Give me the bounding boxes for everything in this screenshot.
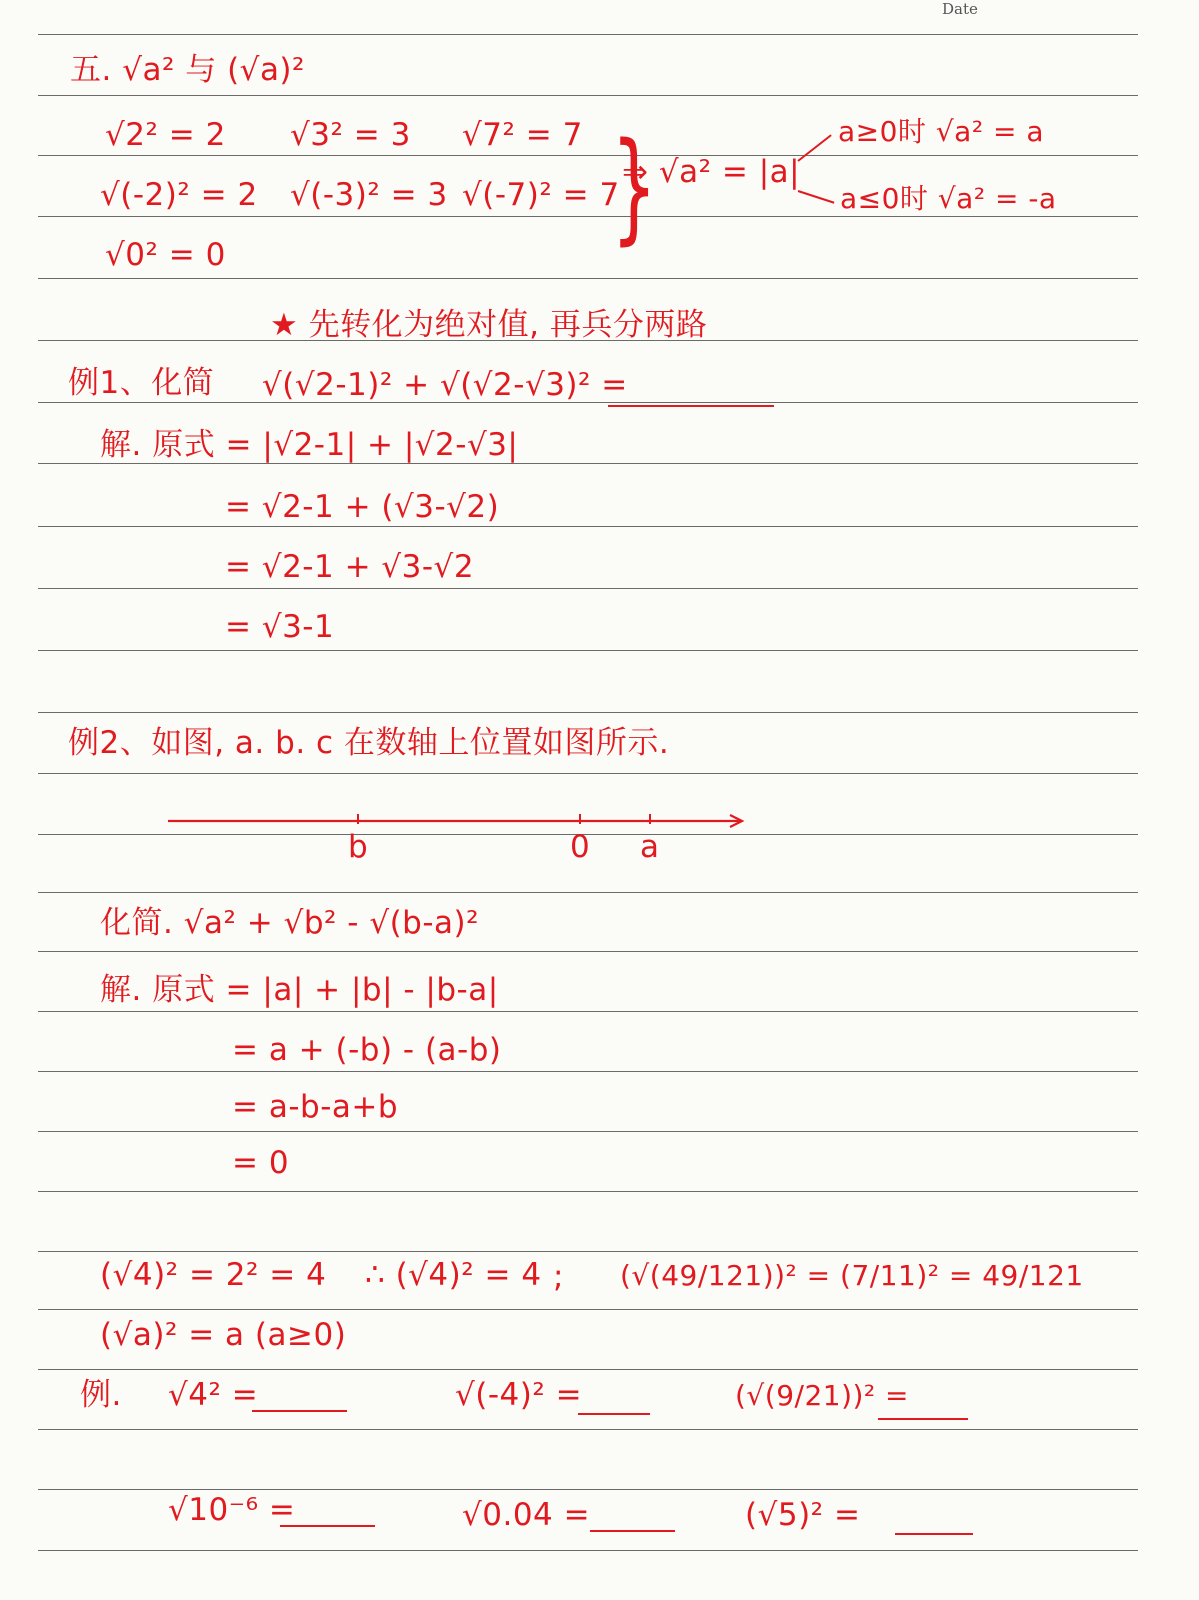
ruled-line: [38, 1251, 1138, 1252]
case-nonpositive: a≤0时 √a² = -a: [840, 182, 1057, 215]
example2-step-3: = a-b-a+b: [232, 1089, 399, 1125]
sq-example-label: 例.: [80, 1377, 122, 1413]
section5-heading: 五. √a² 与 (√a)²: [70, 52, 305, 88]
sq-line1-c: (√(49/121))² = (7/11)² = 49/121: [620, 1259, 1084, 1292]
exercise-4: √10⁻⁶ =: [168, 1492, 296, 1528]
example2-label: 例2、如图, a. b. c 在数轴上位置如图所示.: [68, 725, 670, 761]
example1-expr: √(√2-1)² + √(√2-√3)² =: [262, 367, 628, 403]
branch-down-line: [798, 190, 835, 204]
example1-label: 例1、化简: [68, 365, 215, 401]
example1-step-2: = √2-1 + (√3-√2): [225, 489, 500, 525]
ruled-line: [38, 155, 1138, 156]
ruled-line: [38, 526, 1138, 527]
ruled-line: [38, 1191, 1138, 1192]
ruled-line: [38, 892, 1138, 893]
branch-up-line: [797, 134, 831, 161]
sq-line2: (√a)² = a (a≥0): [100, 1317, 347, 1353]
row2-item-1: √(-2)² = 2: [100, 177, 258, 213]
ruled-line: [38, 712, 1138, 713]
ruled-line: [38, 1489, 1138, 1490]
axis-label-zero: 0: [570, 829, 591, 865]
example2-step-4: = 0: [232, 1145, 290, 1181]
row3-item-1: √0² = 0: [105, 237, 226, 273]
example1-step-1: 解. 原式 = |√2-1| + |√2-√3|: [100, 427, 519, 463]
ruled-line: [38, 1071, 1138, 1072]
ruled-line: [38, 1369, 1138, 1370]
ruled-line: [38, 1429, 1138, 1430]
tip-note: ★ 先转化为绝对值, 再兵分两路: [270, 307, 708, 343]
row1-item-3: √7² = 7: [462, 117, 583, 153]
ruled-line: [38, 1011, 1138, 1012]
exercise-1-blank: [252, 1410, 347, 1412]
ruled-line: [38, 773, 1138, 774]
ruled-line: [38, 216, 1138, 217]
sq-line1-a: (√4)² = 2² = 4: [100, 1257, 327, 1293]
axis-label-a: a: [640, 829, 660, 865]
exercise-3-blank: [878, 1418, 968, 1420]
exercise-5-blank: [590, 1530, 675, 1532]
row2-item-2: √(-3)² = 3: [290, 177, 448, 213]
exercise-2-blank: [578, 1413, 650, 1415]
example2-task: 化简. √a² + √b² - √(b-a)²: [100, 905, 480, 941]
right-brace-icon: }: [611, 118, 658, 257]
exercise-4-blank: [280, 1525, 375, 1527]
exercise-6-blank: [895, 1533, 973, 1535]
axis-label-b: b: [348, 829, 369, 865]
case-nonnegative: a≥0时 √a² = a: [838, 115, 1044, 148]
row2-item-3: √(-7)² = 7: [462, 177, 620, 213]
example1-step-3: = √2-1 + √3-√2: [225, 549, 475, 585]
ruled-line: [38, 650, 1138, 651]
example2-step-2: = a + (-b) - (a-b): [232, 1032, 502, 1068]
ruled-line: [38, 588, 1138, 589]
ruled-line: [38, 1550, 1138, 1551]
ruled-line: [38, 1309, 1138, 1310]
row1-item-2: √3² = 3: [290, 117, 411, 153]
number-line: [160, 805, 760, 835]
ruled-line: [38, 34, 1138, 35]
abs-conclusion: ⇒ √a² = |a|: [622, 154, 801, 190]
example1-step-4: = √3-1: [225, 609, 335, 645]
ruled-line: [38, 95, 1138, 96]
exercise-5: √0.04 =: [462, 1497, 591, 1533]
sq-line1-b: ∴ (√4)² = 4: [365, 1257, 542, 1293]
example2-step-1: 解. 原式 = |a| + |b| - |b-a|: [100, 972, 499, 1008]
date-label: Date: [942, 0, 978, 18]
exercise-3: (√(9/21))² =: [735, 1379, 909, 1412]
exercise-2: √(-4)² =: [455, 1377, 583, 1413]
ruled-line: [38, 1131, 1138, 1132]
ruled-line: [38, 951, 1138, 952]
ruled-line: [38, 463, 1138, 464]
example1-answer-blank: [608, 405, 774, 407]
row1-item-1: √2² = 2: [105, 117, 226, 153]
exercise-1: √4² =: [168, 1377, 259, 1413]
ruled-line: [38, 278, 1138, 279]
sq-line1-sep: ;: [553, 1259, 564, 1295]
exercise-6: (√5)² =: [745, 1497, 861, 1533]
